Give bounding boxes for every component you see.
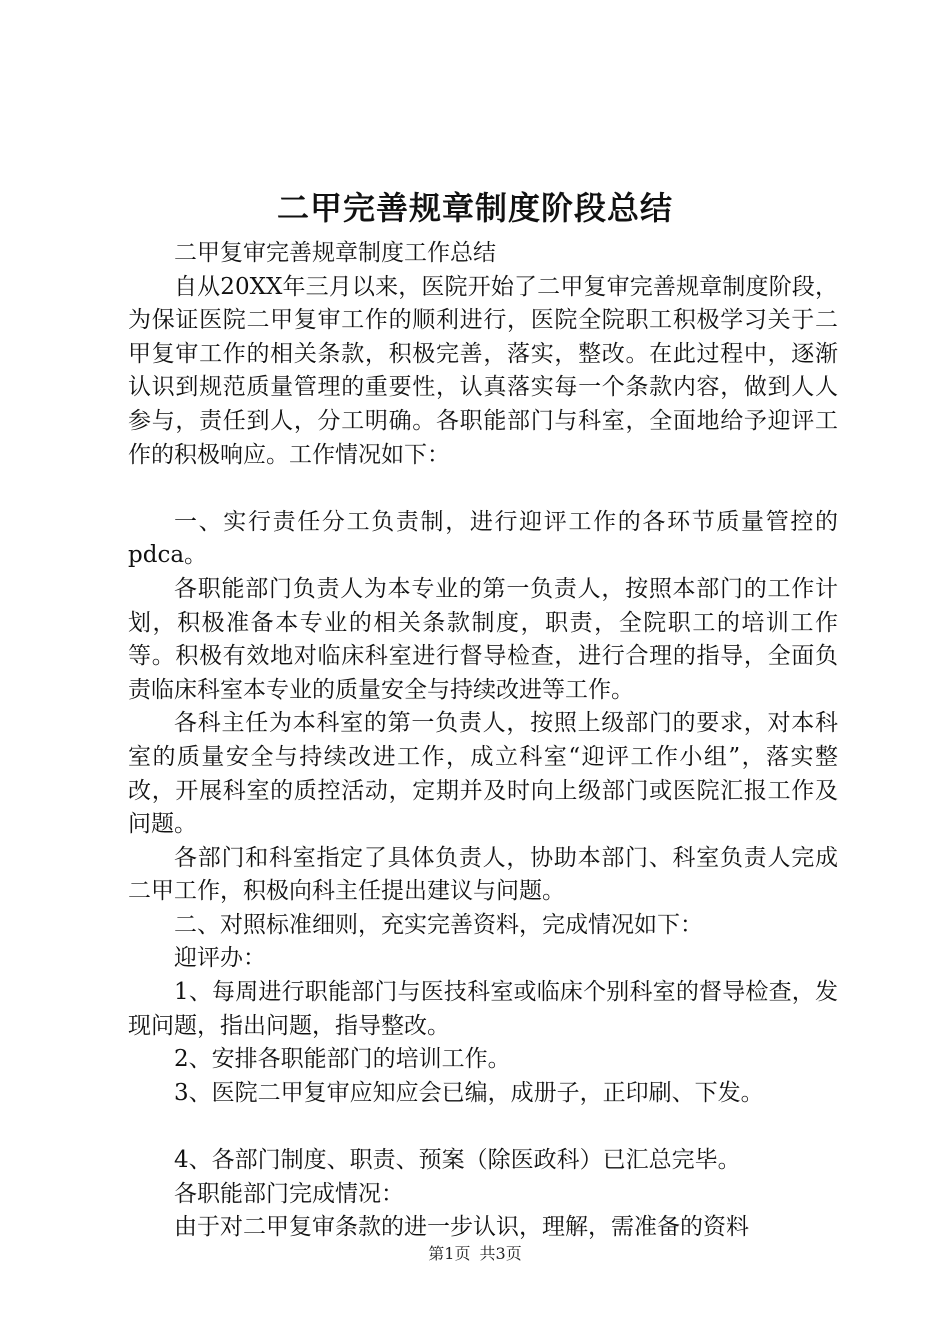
body-paragraph: 由于对二甲复审条款的进一步认识，理解，需准备的资料 bbox=[174, 1214, 749, 1241]
list-item: 2、安排各职能部门的培训工作。 bbox=[174, 1046, 511, 1073]
section-heading-1: 一、实行责任分工负责制，进行迎评工作的各环节质量管控的pdca。 bbox=[128, 508, 838, 569]
section-heading-2: 二、对照标准细则，充实完善资料，完成情况如下： bbox=[174, 911, 703, 938]
document-body bbox=[128, 237, 838, 1245]
list-item: 3、医院二甲复审应知应会已编，成册子，正印刷、下发。 bbox=[174, 1079, 764, 1106]
body-paragraph: 各部门和科室指定了具体负责人，协助本部门、科室负责人完成二甲工作，积极向科主任提出建议与问题。 bbox=[128, 844, 838, 905]
body-paragraph: 各职能部门负责人为本专业的第一负责人，按照本部门的工作计划，积极准备本专业的相关条款制度，职责，全院职工的培训工作等。积极有效地对临床科室进行督导检查，进行合理的指导，全面负责临床科室本专业的质量安全与持续改进等工作。 bbox=[128, 575, 838, 703]
subsection-label: 迎评办： bbox=[174, 945, 266, 972]
document-title: 二甲完善规章制度阶段总结 bbox=[276, 189, 673, 227]
list-item: 4、各部门制度、职责、预案（除医政科）已汇总完毕。 bbox=[174, 1147, 741, 1174]
subtitle-paragraph: 二甲复审完善规章制度工作总结 bbox=[174, 240, 496, 266]
page-footer bbox=[0, 1243, 950, 1265]
page-number: 第1页 bbox=[428, 1244, 471, 1263]
page-total: 共3页 bbox=[479, 1244, 522, 1263]
subsection-label: 各职能部门完成情况： bbox=[174, 1180, 404, 1207]
intro-paragraph: 自从20XX年三月以来，医院开始了二甲复审完善规章制度阶段，为保证医院二甲复审工作的顺利进行，医院全院职工积极学习关于二甲复审工作的相关条款，积极完善，落实，整改。在此过程中，逐渐认识到规范质量管理的重要性，认真落实每一个条款内容，做到人人参与，责任到人，分工明确。各职能部门与科室，全面地给予迎评工作的积极响应。工作情况如下： bbox=[128, 273, 838, 468]
body-paragraph: 各科主任为本科室的第一负责人，按照上级部门的要求，对本科室的质量安全与持续改进工作，成立科室“迎评工作小组”，落实整改，开展科室的质控活动，定期并及时向上级部门或医院汇报工作及问题。 bbox=[128, 710, 838, 838]
list-item: 1、每周进行职能部门与医技科室或临床个别科室的督导检查，发现问题，指出问题，指导整改。 bbox=[128, 979, 838, 1039]
